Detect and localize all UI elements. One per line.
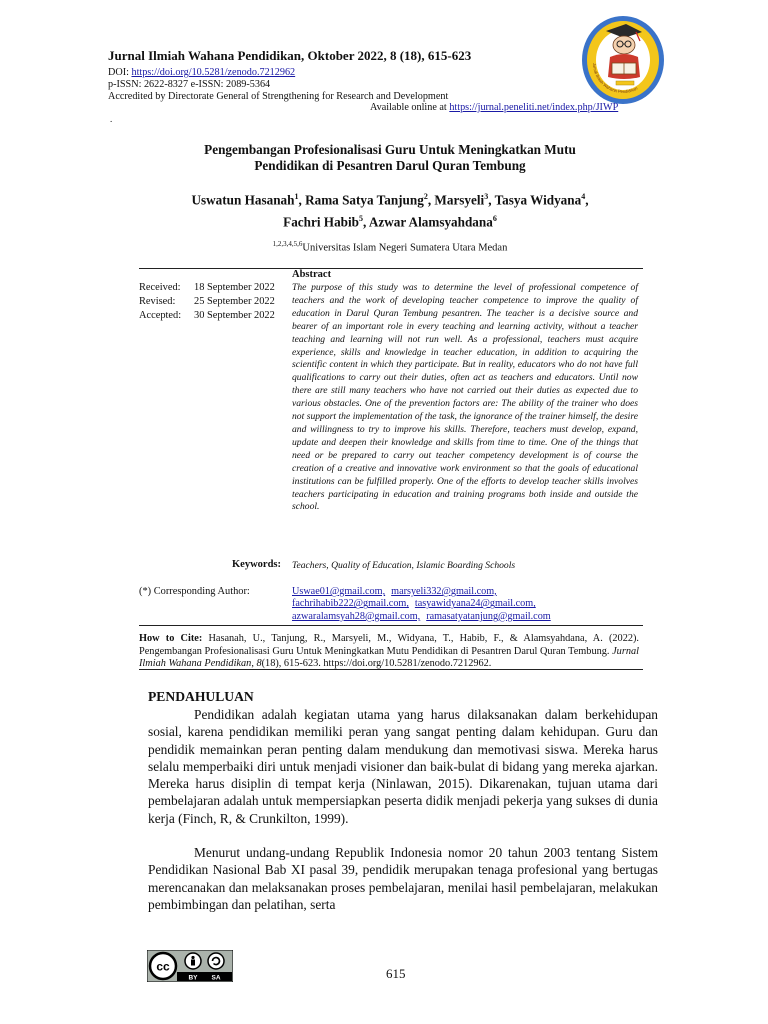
cite-volume: 8 [256,658,262,670]
accepted-date [139,309,275,323]
abstract-body: The purpose of this study was to determine the level of professional competence of teachers and the work of developing teacher competence to improve the quality of education in Darul Quran Tembung pesantren. The teacher is a decisive source and bearer of an important role in every teaching and learning activity, without a teacher teaching and learning will not run well. As a professional, teachers must acquire experience, skills and knowledge in teacher education, in addition to acquiring the scientific content in which they participate. But in reality, educators who do not have full qualifications to carry out their duties, often act as teachers and educators. Until now there are still many teachers who have not carried out their duties as expected due to various obstacles. One of the prevention factors are: The ability of the trainer who does not support the implementation of the task, the ignorance of the trainer himself, the desire and willingness to try to improve his skills. Therefore, teachers must develop, expand, update and deepen their knowledge and skills from time to time. One of the things that need or be prepared to carry out teacher competency development is of course the creation of a creative and innovative work environment so that the goals of educational institutions can be fulfilled properly. One of the efforts to develop teacher skills involves teachers participating in education and training programs both inside and outside the school. [292,282,638,513]
scholar-reading-logo-icon [580,5,666,111]
date-label: Accepted: [139,310,182,321]
cite-label: How to Cite: [139,633,203,644]
journal-title: Jurnal Ilmiah Wahana Pendidikan, Oktober 2022, 8 (18), 615-623 [108,48,472,63]
paper-title [130,142,650,174]
author-sup: 2 [423,192,428,201]
author-sup: 1 [294,192,299,201]
date-value: 30 September 2022 [194,310,275,321]
abstract-heading: Abstract [292,269,332,280]
date-label: Received: [139,282,181,293]
issn-line: p-ISSN: 2622-8327 e-ISSN: 2089-5364 [108,79,271,90]
stray-dot: . [110,114,113,124]
author-sep: , [488,192,495,208]
email-link[interactable]: tasyawidyana24@gmail.com, [414,598,536,610]
how-to-cite [139,633,639,671]
author-line-1 [130,187,650,209]
available-label: Available online at [370,102,450,113]
affiliation-sup: 1,2,3,4,5,6 [272,240,303,248]
received-date [139,281,275,295]
keywords-value: Teachers, Quality of Education, Islamic Boarding Schools [292,560,516,571]
body-paragraph-2: Menurut undang-undang Republik Indonesia nomor 20 tahun 2003 tentang Sistem Pendidikan Nasional Bab XI pasal 39, pendidik merupakan tenaga profesional yang bertugas merencanakan dan melaksanakan proses pembelajaran, menilai hasil pembelajaran, melakukan pembimbingan dan pelatihan, serta [148,845,658,912]
date-value: 18 September 2022 [194,282,275,293]
email-link[interactable]: marsyeli332@gmail.com, [391,586,497,597]
author-sup: 6 [492,214,497,224]
journal-url-link[interactable]: https://jurnal.peneliti.net/index.php/JIWP [449,102,619,113]
cc-by-label: BY [188,974,198,982]
email-link[interactable]: ramasatyatanjung@gmail.com [426,610,551,622]
logo-ring-text: Jurnal Ilmiah Wahana Pendidikan [591,62,639,95]
cite-sep: , [251,658,257,670]
author-name: Tasya Widyana [494,192,582,208]
email-link[interactable]: azwaralamsyah28@gmail.com, [292,610,421,622]
email-link[interactable]: fachrihabib222@gmail.com, [292,598,409,610]
author-sup: 4 [581,192,586,201]
email-link[interactable]: Uswae01@gmail.com, [292,586,386,597]
author-sep: , [585,192,589,208]
author-name: Fachri Habib [283,214,359,230]
cc-sa-label: SA [211,974,221,982]
author-name: Azwar Alamsyahdana [368,214,493,230]
author-sep: , [427,192,435,208]
affiliation-text: Universitas Islam Negeri Sumatera Utara Medan [302,242,508,254]
corresponding-author-label: (*) Corresponding Author: [139,586,250,597]
date-label: Revised: [139,296,176,307]
affiliation [130,240,650,254]
author-name: Marsyeli [434,192,485,208]
paper-title-line-1: Pengembangan Profesionalisasi Guru Untuk Meningkatkan Mutu [204,142,576,157]
author-name: Uswatun Hasanah [191,192,295,208]
doi-line [108,67,295,78]
cite-journal: Jurnal Ilmiah Wahana Pendidikan [139,645,639,670]
abstract-top-rule [139,268,643,269]
author-sup: 5 [359,214,363,224]
author-name: Rama Satya Tanjung [305,192,424,208]
author-list [130,187,650,232]
keywords-label: Keywords: [232,559,281,570]
cc-mark: cc [156,959,170,974]
author-line-2 [130,209,650,231]
date-value: 25 September 2022 [194,296,275,307]
accreditation-line: Accredited by Directorate General of Strengthening for Research and Development [108,91,449,102]
author-sup: 3 [484,192,489,201]
corresponding-emails [292,586,557,623]
paper-title-line-2: Pendidikan di Pesantren Darul Quran Tembung [254,158,526,173]
doi-label: DOI: [108,67,132,78]
cite-text: Hasanah, U., Tanjung, R., Marsyeli, M., Widyana, T., Habib, F., & Alamsyahdana, A. (2022). Pengembangan Profesionalisasi Guru Untuk Meningkatkan Mutu Pendidikan di Pesantren Darul Quran Tembung. [139,633,640,657]
page-number: 615 [386,966,406,981]
body-paragraph-1: Pendidikan adalah kegiatan utama yang harus dilaksanakan dalam berkehidupan sosial, karena pendidikan memiliki peran yang sangat penting dalam kehidupan. Guru dan pendidik memainkan peran penting dalam mendukung dan memotivasi siswa. Mereka harus selalu memperbaiki diri untuk menjadi visioner dan baik-bulat di bidang yang mereka ajarkan. Mereka harus disiplin di tempat kerja (Ninlawan, 2015). Dikarenakan, tujuan utama dari pembelajaran adalah untuk mempersiapkan peserta didik menjadi pekerja yang sukses di dunia kerja (Finch, R, & Crunkilton, 1999). [148,707,658,826]
section-title: PENDAHULUAN [148,689,254,704]
author-sep: , [298,192,306,208]
abstract-bottom-rule [139,625,643,626]
cc-by-sa-license-icon [147,950,233,982]
cite-tail: (18), 615-623. https://doi.org/10.5281/zenodo.7212962. [261,658,492,670]
doi-link[interactable]: https://doi.org/10.5281/zenodo.7212962 [131,67,296,78]
author-sep: , [363,214,369,230]
revised-date [139,295,275,309]
